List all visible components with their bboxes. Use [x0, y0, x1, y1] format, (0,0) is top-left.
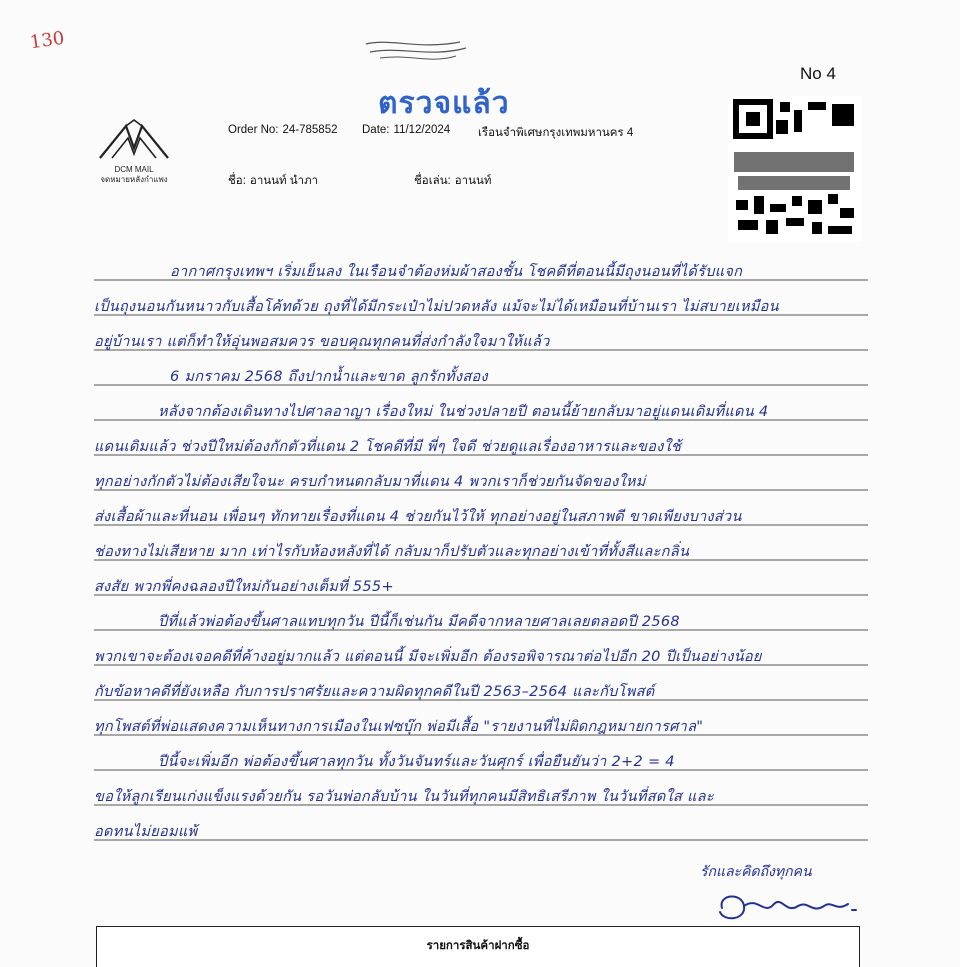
name-label: ชื่อ: — [228, 175, 246, 187]
nickname-value: อานนท์ — [454, 175, 492, 187]
dcm-mail-logo — [96, 118, 172, 184]
letter-line: สงสัย พวกพี่คงฉลองปีใหม่กันอย่างเต็มที่ 555+ — [94, 579, 394, 595]
dcm-logo-icon — [96, 118, 172, 164]
letter-line: 6 มกราคม 2568 ถึงปากน้ำและขาด ลูกรักทั้งสอง — [170, 369, 488, 385]
order-date — [362, 124, 450, 136]
order-label: Order No: — [228, 124, 279, 136]
nickname-label: ชื่อเล่น: — [414, 175, 451, 187]
letter-line: ขอให้ลูกเรียนเก่งแข็งแรงด้วยกัน รอวันพ่อกลับบ้าน ในวันที่ทุกคนมีสิทธิเสรีภาพ ในวันที่สดใส และ — [94, 789, 714, 805]
recipient-name — [228, 172, 318, 190]
letter-line: ปีที่แล้วพ่อต้องขึ้นศาลแทบทุกวัน ปีนี้ก็เช่นกัน มีคดีจากหลายศาลเลยตลอดปี 2568 — [158, 614, 680, 630]
order-number — [228, 124, 338, 136]
checked-stamp: ตรวจแล้ว — [378, 86, 510, 121]
letter-line: ส่งเสื้อผ้าและที่นอน เพื่อนๆ ทักทายเรื่องที่แดน 4 ช่วยกันไว้ให้ ทุกอย่างอยู่ในสภาพดี ขาดเพียงบางส่วน — [94, 509, 742, 525]
letter-closing: รักและคิดถึงทุกคน — [700, 864, 812, 880]
letter-line: เป็นถุงนอนกันหนาวกับเสื้อโค้ทด้วย ถุงที่ได้มีกระเป๋าไม่ปวดหลัง แม้จะไม่ได้เหมือนที่บ้านเรา ไม่สบายเหมือน — [94, 299, 779, 315]
qr-code-icon — [728, 96, 862, 242]
letter-line: แดนเดิมแล้ว ช่วงปีใหม่ต้องกักตัวที่แดน 2 โชคดีที่มี พี่ๆ ใจดี ช่วยดูแลเรื่องอาหารและของใช้ — [94, 439, 682, 455]
recipient-nickname — [414, 172, 491, 190]
purchase-items-box — [96, 926, 860, 967]
name-value: อานนท์ นำภา — [249, 175, 319, 187]
logo-caption-th: จดหมายหลังกำแพง — [100, 175, 168, 184]
letter-line: อากาศกรุงเทพฯ เริ่มเย็นลง ในเรือนจำต้องห่มผ้าสองชั้น โชคดีที่ตอนนี้มีถุงนอนที่ได้รับแจก — [170, 264, 743, 280]
letter-line: อยู่บ้านเรา แต่ก็ทำให้อุ่นพอสมควร ขอบคุณทุกคนที่ส่งกำลังใจมาให้แล้ว — [94, 334, 550, 350]
letter-line: ทุกโพสต์ที่พ่อแสดงความเห็นทางการเมืองในเฟซบุ๊ก พ่อมีเสื้อ "รายงานที่ไม่ผิดกฎหมายการศาล" — [94, 719, 704, 735]
sheet-number: No 4 — [800, 64, 836, 83]
letter-line: ช่องทางไม่เสียหาย มาก เท่าไรกับห้องหลังที่ได้ กลับมาก็ปรับตัวและทุกอย่างเข้าที่ทั้งสีและกลิ่น — [94, 544, 690, 560]
letter-line: หลังจากต้องเดินทางไปศาลอาญา เรื่องใหม่ ในช่วงปลายปี ตอนนี้ย้ายกลับมาอยู่แดนเดิมที่แดน 4 — [158, 404, 769, 420]
date-value: 11/12/2024 — [393, 124, 451, 136]
date-label: Date: — [362, 124, 390, 136]
letter-line: อดทนไม่ยอมแพ้ — [94, 824, 198, 840]
logo-caption-en: DCM MAIL — [114, 165, 154, 174]
prison-name: เรือนจำพิเศษกรุงเทพมหานคร 4 — [478, 127, 634, 139]
order-value: 24-785852 — [282, 124, 338, 136]
margin-page-number: 130 — [28, 27, 66, 54]
letter-line: ปีนี้จะเพิ่มอีก พ่อต้องขึ้นศาลทุกวัน ทั้งวันจันทร์และวันศุกร์ เพื่อยืนยันว่า 2+2 = 4 — [158, 754, 675, 770]
letter-line: กับข้อหาคดีที่ยังเหลือ กับการปราศรัยและความผิดทุกคดีในปี 2563–2564 และกับโพสต์ — [94, 684, 655, 700]
purchase-items-title: รายการสินค้าฝากซื้อ — [426, 940, 530, 952]
letter-line: พวกเขาจะต้องเจอคดีที่ค้างอยู่มากแล้ว แต่ตอนนี้ มีจะเพิ่มอีก ต้องรอพิจารณาต่อไปอีก 20 ปีเป็นอย่างน้อย — [94, 649, 762, 665]
initials-scribble — [360, 34, 470, 66]
letter-line: ทุกอย่างกักตัวไม่ต้องเสียใจนะ ครบกำหนดกลับมาที่แดน 4 พวกเราก็ช่วยกันจัดของใหม่ — [94, 474, 646, 490]
handwritten-signature — [712, 890, 872, 924]
